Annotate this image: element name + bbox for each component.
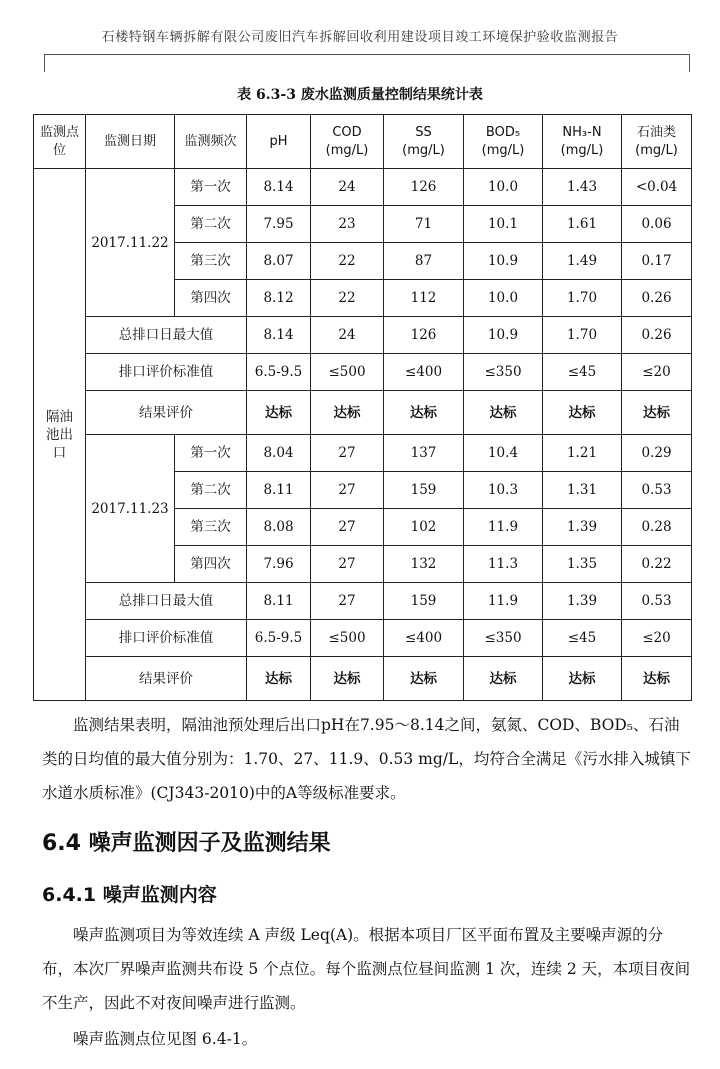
eval-ss-cell: 达标 — [384, 657, 464, 701]
max-oil-cell: 0.53 — [622, 583, 692, 620]
ph-cell: 8.07 — [247, 243, 311, 280]
bod-cell: 11.9 — [464, 509, 543, 546]
table-row — [34, 435, 692, 472]
ph-cell: 7.96 — [247, 546, 311, 583]
max-bod-cell: 11.9 — [464, 583, 543, 620]
ph-cell: 8.08 — [247, 509, 311, 546]
date-cell: 2017.11.23 — [86, 435, 175, 583]
cod-cell: 27 — [311, 472, 384, 509]
result-paragraph: 监测结果表明，隔油池预处理后出口pH在7.95～8.14之间，氨氮、COD、BOD₅、石油类的日均值的最大值分别为：1.70、27、11.9、0.53 mg/L，均符合全满足《污水排入城镇下水道水质标准》(CJ343-2010)中的A等级标准要求。 — [42, 716, 691, 802]
std-ss-cell: ≤400 — [384, 620, 464, 657]
col-point: 监测点位 — [34, 115, 86, 169]
ss-cell: 71 — [384, 206, 464, 243]
max-label-cell: 总排口日最大值 — [86, 583, 247, 620]
ss-cell: 126 — [384, 169, 464, 206]
freq-cell: 第四次 — [175, 546, 247, 583]
header-corner-right — [689, 54, 690, 72]
bod-cell: 10.0 — [464, 280, 543, 317]
max-row — [34, 317, 692, 354]
freq-cell: 第四次 — [175, 280, 247, 317]
col-nh3: NH₃-N (mg/L) — [543, 115, 622, 169]
bod-cell: 10.0 — [464, 169, 543, 206]
std-oil-cell: ≤20 — [622, 354, 692, 391]
max-nh3-cell: 1.70 — [543, 317, 622, 354]
nh3-cell: 1.31 — [543, 472, 622, 509]
freq-cell: 第三次 — [175, 509, 247, 546]
max-ss-cell: 126 — [384, 317, 464, 354]
std-bod-cell: ≤350 — [464, 354, 543, 391]
ss-cell: 87 — [384, 243, 464, 280]
nh3-cell: 1.35 — [543, 546, 622, 583]
oil-cell: <0.04 — [622, 169, 692, 206]
table-row — [34, 169, 692, 206]
std-ss-cell: ≤400 — [384, 354, 464, 391]
ss-cell: 112 — [384, 280, 464, 317]
max-oil-cell: 0.26 — [622, 317, 692, 354]
std-cod-cell: ≤500 — [311, 354, 384, 391]
eval-nh3-cell: 达标 — [543, 391, 622, 435]
cod-cell: 27 — [311, 546, 384, 583]
eval-ss-cell: 达标 — [384, 391, 464, 435]
max-ph-cell: 8.11 — [247, 583, 311, 620]
max-label-cell: 总排口日最大值 — [86, 317, 247, 354]
ss-cell: 159 — [384, 472, 464, 509]
table-caption: 表 6.3-3 废水监测质量控制结果统计表 — [237, 87, 483, 103]
freq-cell: 第一次 — [175, 435, 247, 472]
eval-bod-cell: 达标 — [464, 391, 543, 435]
max-bod-cell: 10.9 — [464, 317, 543, 354]
std-oil-cell: ≤20 — [622, 620, 692, 657]
freq-cell: 第二次 — [175, 206, 247, 243]
figure-reference: 噪声监测点位见图 6.4-1。 — [73, 1030, 258, 1048]
wastewater-qc-table — [33, 114, 692, 701]
max-ph-cell: 8.14 — [247, 317, 311, 354]
eval-ph-cell: 达标 — [247, 657, 311, 701]
ph-cell: 8.04 — [247, 435, 311, 472]
col-freq: 监测频次 — [175, 115, 247, 169]
std-row — [34, 620, 692, 657]
eval-cod-cell: 达标 — [311, 657, 384, 701]
std-nh3-cell: ≤45 — [543, 354, 622, 391]
col-ph: pH — [247, 115, 311, 169]
ph-cell: 8.14 — [247, 169, 311, 206]
freq-cell: 第二次 — [175, 472, 247, 509]
noise-paragraph: 噪声监测项目为等效连续 A 声级 Leq(A)。根据本项目厂区平面布置及主要噪声源的分布，本次厂界噪声监测共布设 5 个点位。每个监测点位昼间监测 1 次，连续 2 天，本项目夜间不生产，因此不对夜间噪声进行监测。 — [42, 926, 691, 1012]
max-ss-cell: 159 — [384, 583, 464, 620]
std-cod-cell: ≤500 — [311, 620, 384, 657]
max-row — [34, 583, 692, 620]
cod-cell: 22 — [311, 280, 384, 317]
nh3-cell: 1.70 — [543, 280, 622, 317]
std-label-cell: 排口评价标准值 — [86, 620, 247, 657]
cod-cell: 27 — [311, 509, 384, 546]
oil-cell: 0.17 — [622, 243, 692, 280]
bod-cell: 10.4 — [464, 435, 543, 472]
cod-cell: 27 — [311, 435, 384, 472]
bod-cell: 10.1 — [464, 206, 543, 243]
std-bod-cell: ≤350 — [464, 620, 543, 657]
eval-row — [34, 391, 692, 435]
oil-cell: 0.26 — [622, 280, 692, 317]
point-cell: 隔油池出口 — [34, 169, 86, 701]
eval-ph-cell: 达标 — [247, 391, 311, 435]
std-ph-cell: 6.5-9.5 — [247, 354, 311, 391]
nh3-cell: 1.21 — [543, 435, 622, 472]
col-cod: COD (mg/L) — [311, 115, 384, 169]
eval-label-cell: 结果评价 — [86, 657, 247, 701]
cod-cell: 22 — [311, 243, 384, 280]
eval-nh3-cell: 达标 — [543, 657, 622, 701]
cod-cell: 23 — [311, 206, 384, 243]
eval-row — [34, 657, 692, 701]
std-nh3-cell: ≤45 — [543, 620, 622, 657]
nh3-cell: 1.39 — [543, 509, 622, 546]
col-ss: SS (mg/L) — [384, 115, 464, 169]
eval-bod-cell: 达标 — [464, 657, 543, 701]
page-header: 石楼特钢车辆拆解有限公司废旧汽车拆解回收利用建设项目竣工环境保护验收监测报告 — [101, 30, 619, 45]
oil-cell: 0.53 — [622, 472, 692, 509]
col-oil: 石油类 (mg/L) — [622, 115, 692, 169]
max-nh3-cell: 1.39 — [543, 583, 622, 620]
header-rule — [44, 54, 690, 55]
bod-cell: 10.3 — [464, 472, 543, 509]
freq-cell: 第一次 — [175, 169, 247, 206]
oil-cell: 0.29 — [622, 435, 692, 472]
col-bod: BOD₅ (mg/L) — [464, 115, 543, 169]
section-title: 6.4 噪声监测因子及监测结果 — [42, 831, 331, 856]
eval-cod-cell: 达标 — [311, 391, 384, 435]
bod-cell: 11.3 — [464, 546, 543, 583]
nh3-cell: 1.43 — [543, 169, 622, 206]
ss-cell: 102 — [384, 509, 464, 546]
ss-cell: 132 — [384, 546, 464, 583]
eval-oil-cell: 达标 — [622, 391, 692, 435]
bod-cell: 10.9 — [464, 243, 543, 280]
nh3-cell: 1.61 — [543, 206, 622, 243]
std-ph-cell: 6.5-9.5 — [247, 620, 311, 657]
table-header-row — [34, 115, 692, 169]
date-cell: 2017.11.22 — [86, 169, 175, 317]
nh3-cell: 1.49 — [543, 243, 622, 280]
header-corner-left — [44, 54, 45, 72]
freq-cell: 第三次 — [175, 243, 247, 280]
oil-cell: 0.28 — [622, 509, 692, 546]
std-label-cell: 排口评价标准值 — [86, 354, 247, 391]
ph-cell: 7.95 — [247, 206, 311, 243]
max-cod-cell: 24 — [311, 317, 384, 354]
oil-cell: 0.06 — [622, 206, 692, 243]
ph-cell: 8.12 — [247, 280, 311, 317]
subsection-title: 6.4.1 噪声监测内容 — [42, 884, 217, 906]
oil-cell: 0.22 — [622, 546, 692, 583]
eval-oil-cell: 达标 — [622, 657, 692, 701]
max-cod-cell: 27 — [311, 583, 384, 620]
cod-cell: 24 — [311, 169, 384, 206]
eval-label-cell: 结果评价 — [86, 391, 247, 435]
col-date: 监测日期 — [86, 115, 175, 169]
std-row — [34, 354, 692, 391]
ss-cell: 137 — [384, 435, 464, 472]
ph-cell: 8.11 — [247, 472, 311, 509]
